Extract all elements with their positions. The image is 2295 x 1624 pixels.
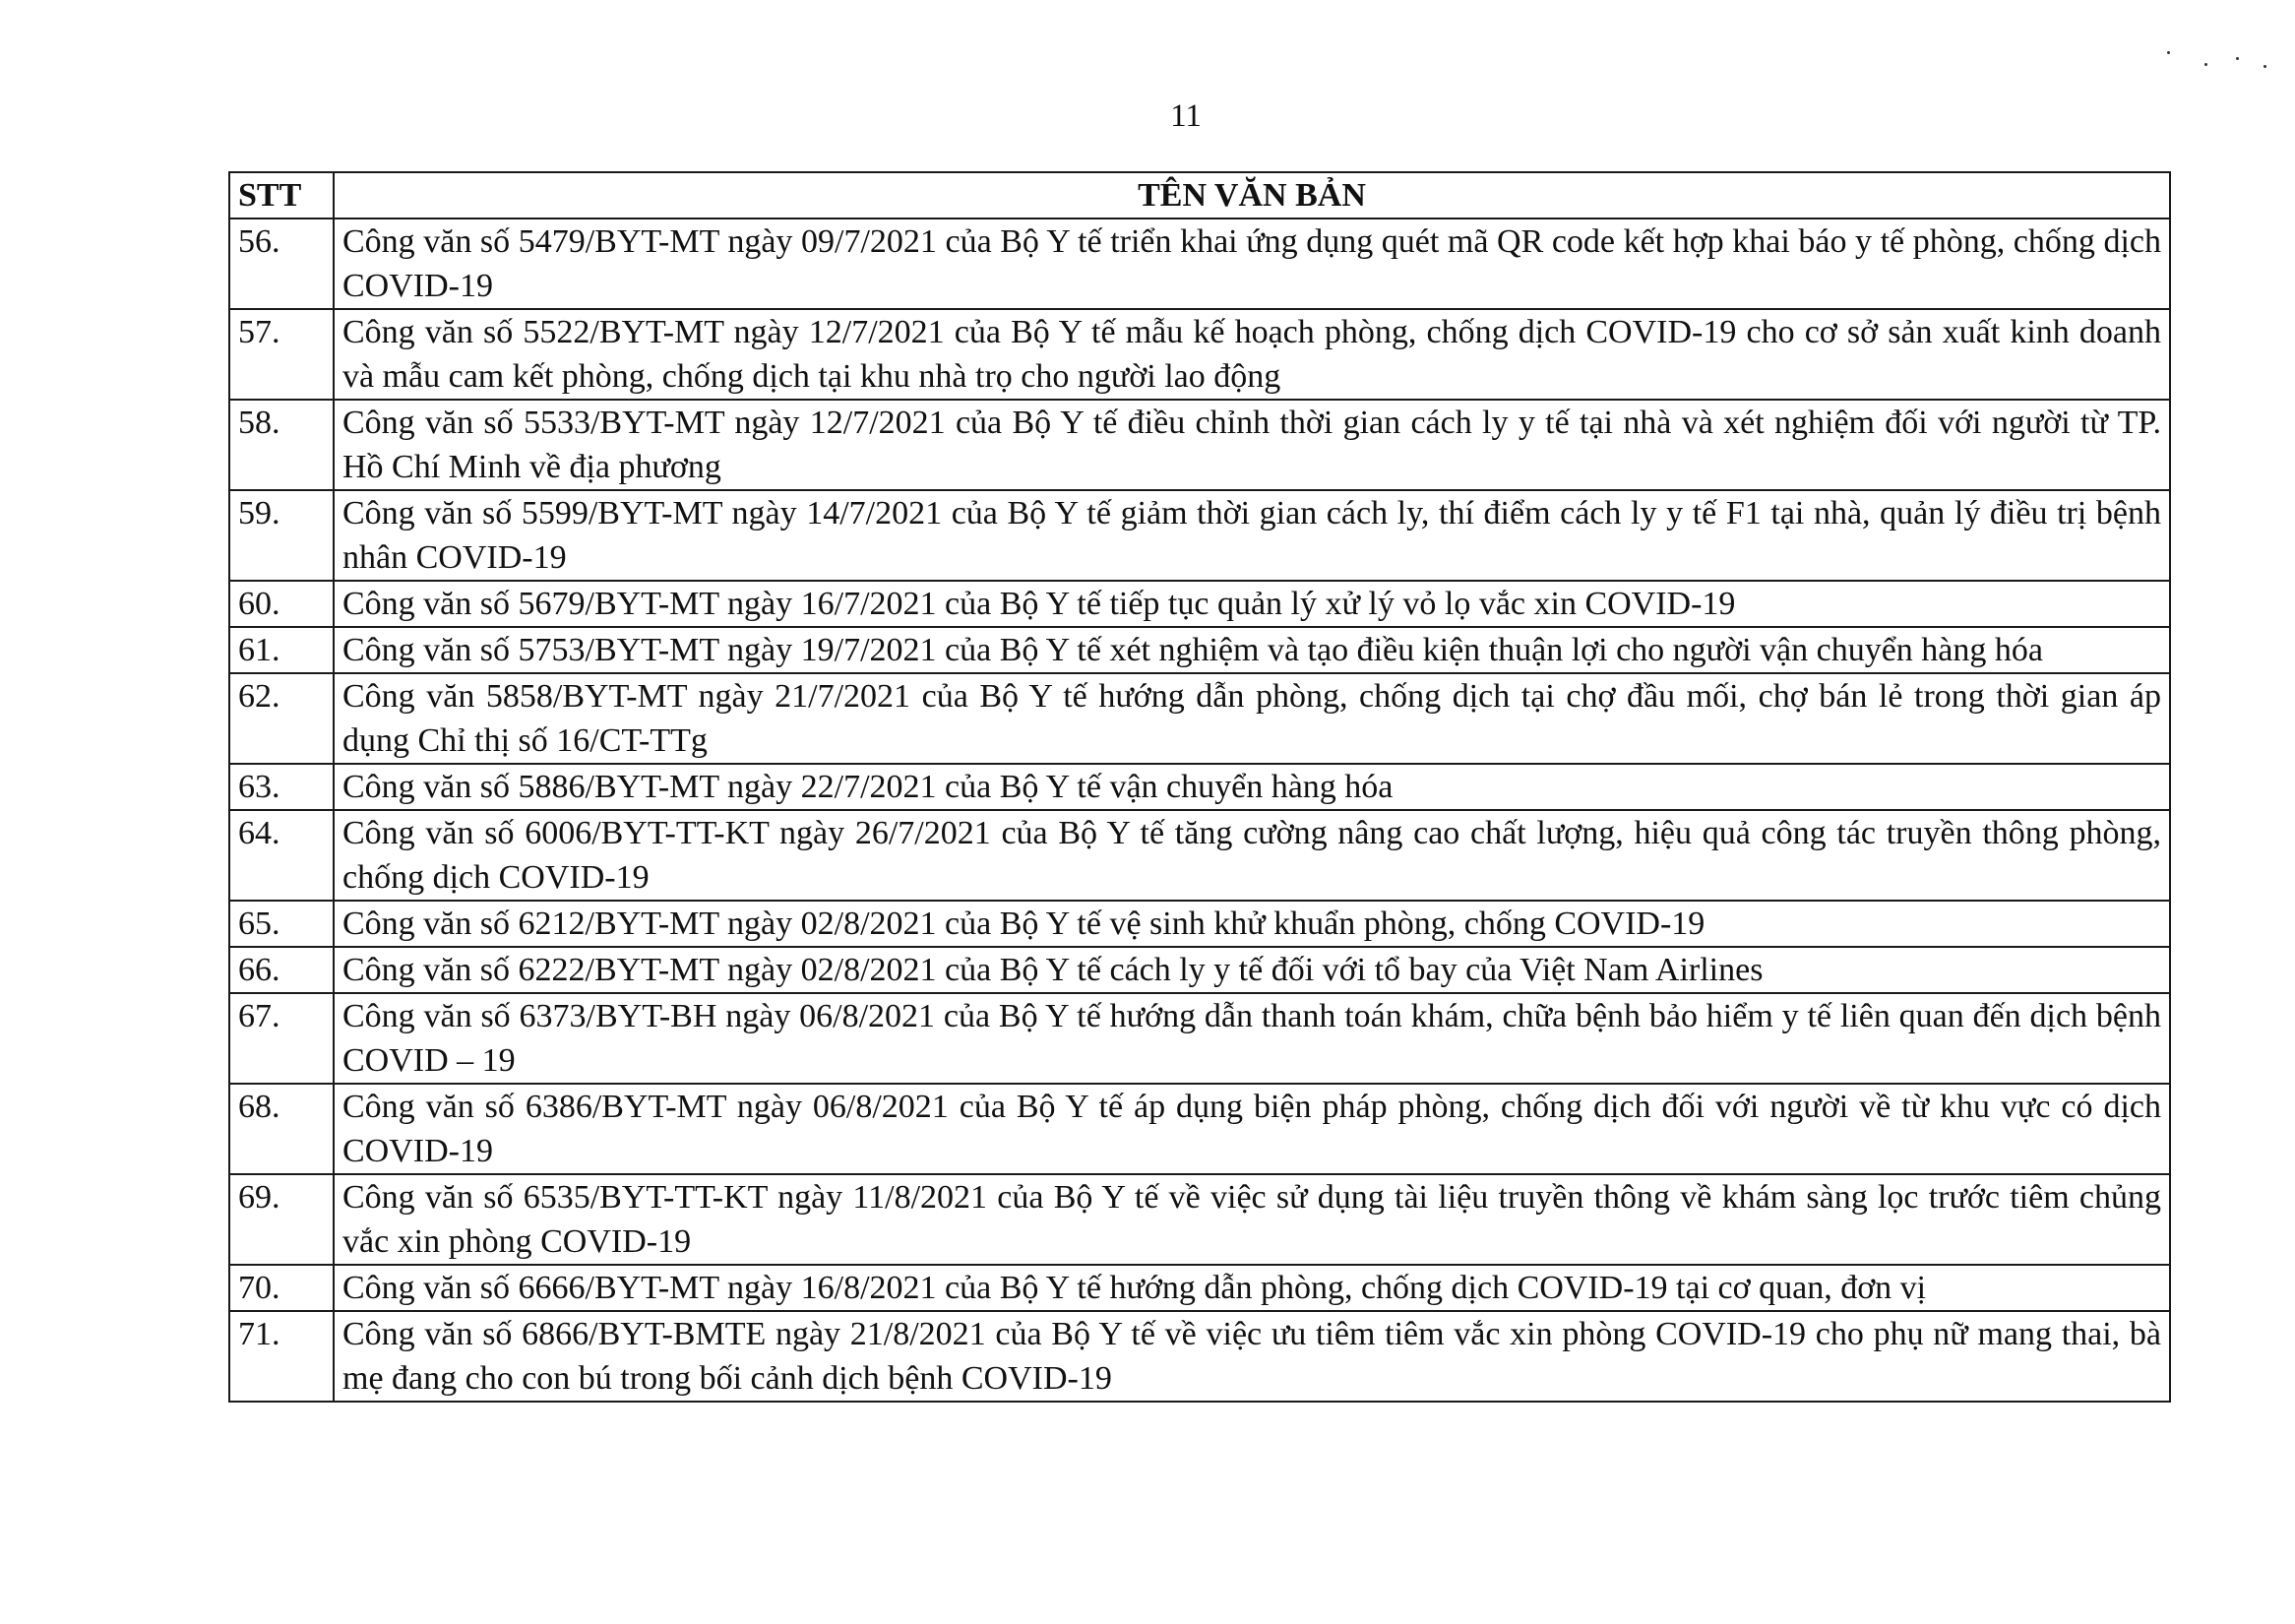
row-stt: 68.: [229, 1084, 334, 1174]
row-stt: 56.: [229, 219, 334, 309]
table-row: [229, 627, 2170, 673]
table-header-row: [229, 172, 2170, 219]
row-document-title: Công văn số 5886/BYT-MT ngày 22/7/2021 của Bộ Y tế vận chuyển hàng hóa: [334, 764, 2170, 810]
table-row: [229, 764, 2170, 810]
document-list-table: [228, 171, 2171, 1403]
row-document-title: Công văn số 6535/BYT-TT-KT ngày 11/8/2021 của Bộ Y tế về việc sử dụng tài liệu truyền thông về khám sàng lọc trước tiêm chủng vắc xin phòng COVID-19: [334, 1174, 2170, 1265]
row-stt: 57.: [229, 309, 334, 400]
row-stt: 59.: [229, 490, 334, 581]
row-stt: 63.: [229, 764, 334, 810]
row-stt: 61.: [229, 627, 334, 673]
row-stt: 66.: [229, 947, 334, 993]
table-row: [229, 993, 2170, 1084]
scan-speck: [2236, 57, 2239, 60]
row-stt: 64.: [229, 810, 334, 901]
row-stt: 71.: [229, 1311, 334, 1402]
row-stt: 58.: [229, 400, 334, 490]
table-row: [229, 400, 2170, 490]
table-row: [229, 581, 2170, 627]
row-document-title: Công văn số 5679/BYT-MT ngày 16/7/2021 của Bộ Y tế tiếp tục quản lý xử lý vỏ lọ vắc xin COVID-19: [334, 581, 2170, 627]
table-row: [229, 1084, 2170, 1174]
row-document-title: Công văn 5858/BYT-MT ngày 21/7/2021 của Bộ Y tế hướng dẫn phòng, chống dịch tại chợ đầu mối, chợ bán lẻ trong thời gian áp dụng Chỉ thị số 16/CT-TTg: [334, 673, 2170, 764]
header-title: TÊN VĂN BẢN: [334, 172, 2170, 219]
table-row: [229, 673, 2170, 764]
row-document-title: Công văn số 6006/BYT-TT-KT ngày 26/7/2021 của Bộ Y tế tăng cường nâng cao chất lượng, hiệu quả công tác truyền thông phòng, chống dịch COVID-19: [334, 810, 2170, 901]
row-stt: 70.: [229, 1265, 334, 1311]
row-stt: 67.: [229, 993, 334, 1084]
table-row: [229, 309, 2170, 400]
row-document-title: Công văn số 5533/BYT-MT ngày 12/7/2021 của Bộ Y tế điều chỉnh thời gian cách ly y tế tại nhà và xét nghiệm đối với người từ TP. Hồ Chí Minh về địa phương: [334, 400, 2170, 490]
scan-speck: [2204, 63, 2207, 66]
row-document-title: Công văn số 5522/BYT-MT ngày 12/7/2021 của Bộ Y tế mẫu kế hoạch phòng, chống dịch COVID-19 cho cơ sở sản xuất kinh doanh và mẫu cam kết phòng, chống dịch tại khu nhà trọ cho người lao động: [334, 309, 2170, 400]
row-document-title: Công văn số 6386/BYT-MT ngày 06/8/2021 của Bộ Y tế áp dụng biện pháp phòng, chống dịch đối với người về từ khu vực có dịch COVID-19: [334, 1084, 2170, 1174]
row-document-title: Công văn số 6222/BYT-MT ngày 02/8/2021 của Bộ Y tế cách ly y tế đối với tổ bay của Việt Nam Airlines: [334, 947, 2170, 993]
row-document-title: Công văn số 6373/BYT-BH ngày 06/8/2021 của Bộ Y tế hướng dẫn thanh toán khám, chữa bệnh bảo hiểm y tế liên quan đến dịch bệnh COVID – 19: [334, 993, 2170, 1084]
table-row: [229, 947, 2170, 993]
table-row: [229, 901, 2170, 947]
table-row: [229, 219, 2170, 309]
row-document-title: Công văn số 6866/BYT-BMTE ngày 21/8/2021 của Bộ Y tế về việc ưu tiêm tiêm vắc xin phòng COVID-19 cho phụ nữ mang thai, bà mẹ đang cho con bú trong bối cảnh dịch bệnh COVID-19: [334, 1311, 2170, 1402]
table-row: [229, 490, 2170, 581]
row-stt: 62.: [229, 673, 334, 764]
table-row: [229, 1311, 2170, 1402]
scan-speck: [2264, 65, 2266, 68]
scan-speck: [2167, 51, 2170, 54]
page-number: 11: [1170, 98, 1202, 134]
table-row: [229, 1174, 2170, 1265]
table-body: [229, 219, 2170, 1402]
row-stt: 60.: [229, 581, 334, 627]
row-stt: 65.: [229, 901, 334, 947]
table-row: [229, 810, 2170, 901]
row-document-title: Công văn số 5479/BYT-MT ngày 09/7/2021 của Bộ Y tế triển khai ứng dụng quét mã QR code kết hợp khai báo y tế phòng, chống dịch COVID-19: [334, 219, 2170, 309]
row-document-title: Công văn số 5599/BYT-MT ngày 14/7/2021 của Bộ Y tế giảm thời gian cách ly, thí điểm cách ly y tế F1 tại nhà, quản lý điều trị bệnh nhân COVID-19: [334, 490, 2170, 581]
table-row: [229, 1265, 2170, 1311]
row-document-title: Công văn số 5753/BYT-MT ngày 19/7/2021 của Bộ Y tế xét nghiệm và tạo điều kiện thuận lợi cho người vận chuyển hàng hóa: [334, 627, 2170, 673]
row-document-title: Công văn số 6666/BYT-MT ngày 16/8/2021 của Bộ Y tế hướng dẫn phòng, chống dịch COVID-19 tại cơ quan, đơn vị: [334, 1265, 2170, 1311]
row-stt: 69.: [229, 1174, 334, 1265]
header-stt: STT: [229, 172, 334, 219]
row-document-title: Công văn số 6212/BYT-MT ngày 02/8/2021 của Bộ Y tế vệ sinh khử khuẩn phòng, chống COVID-19: [334, 901, 2170, 947]
